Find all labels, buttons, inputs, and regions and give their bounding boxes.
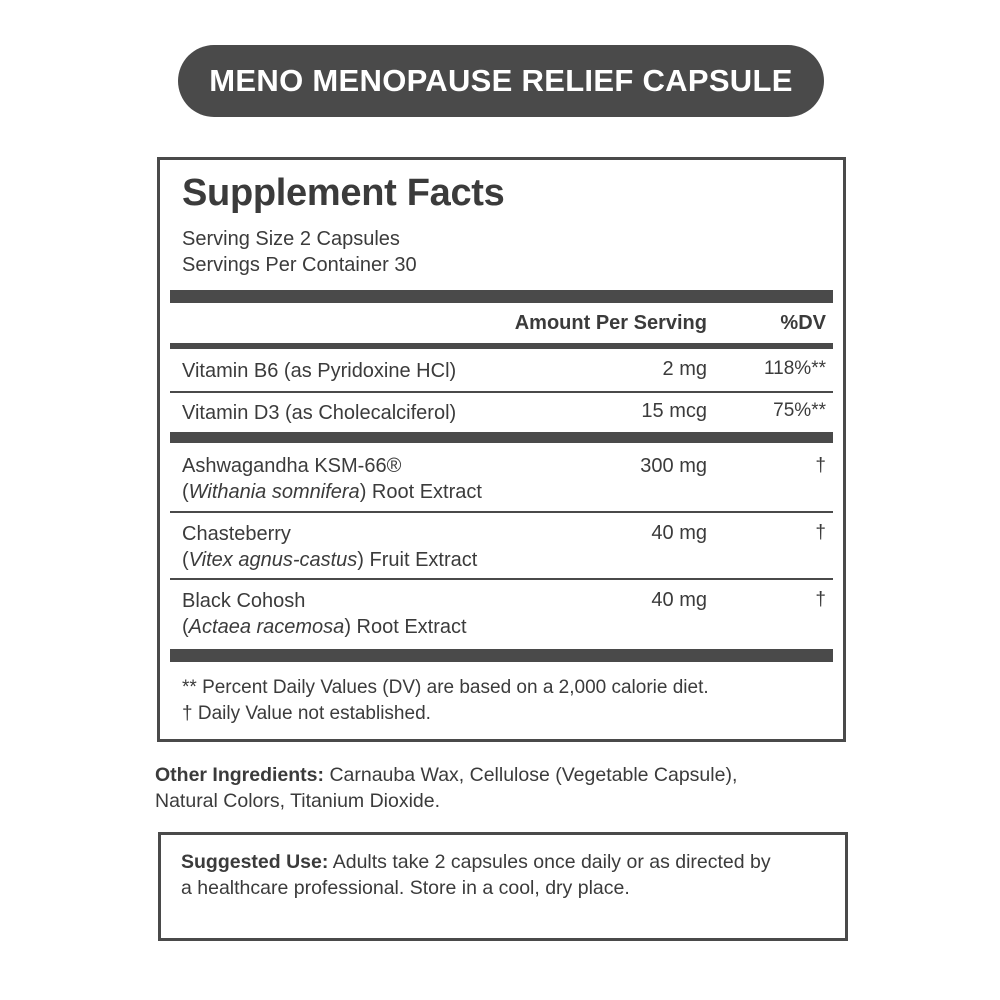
dv-header: %DV	[780, 312, 826, 334]
nutrient-dv: 75%**	[773, 400, 826, 421]
ingredient-latin-name: Vitex agnus-castus	[188, 549, 358, 571]
other-ingredients	[155, 762, 795, 814]
thick-divider	[170, 649, 833, 662]
ingredient-common-name: Black Cohosh	[182, 590, 306, 612]
ingredient-name: Ashwagandha KSM-66® (Withania somnifera) Root Extract	[182, 455, 482, 503]
supplement-facts-panel	[157, 157, 846, 742]
thick-divider	[170, 432, 833, 443]
footnote-dv: ** Percent Daily Values (DV) are based on a 2,000 calorie diet.	[182, 677, 709, 698]
amount-per-serving-header: Amount Per Serving	[514, 312, 707, 334]
nutrient-dv: 118%**	[764, 358, 826, 379]
footnote-dagger: † Daily Value not established.	[182, 703, 431, 724]
servings-per-container: Servings Per Container 30	[182, 254, 417, 276]
suggested-use-panel	[158, 832, 848, 941]
medium-divider	[170, 343, 833, 349]
product-title-banner	[178, 45, 824, 117]
nutrient-amount: 2 mg	[662, 358, 707, 380]
row-divider	[170, 578, 833, 580]
ingredient-name: Black Cohosh (Actaea racemosa) Root Extract	[182, 590, 467, 638]
ingredient-latin-name: Actaea racemosa	[188, 616, 345, 638]
ingredient-common-name: Chasteberry	[182, 523, 291, 545]
serving-size: Serving Size 2 Capsules	[182, 228, 400, 250]
ingredient-dv: †	[815, 455, 826, 476]
nutrient-name: Vitamin B6 (as Pyridoxine HCl)	[182, 360, 457, 382]
suggested-use-label: Suggested Use:	[181, 851, 329, 873]
suggested-use-text: Adults take 2 capsules once daily or as directed by a healthcare professional. Store in a cool, dry place.	[181, 851, 771, 899]
thick-divider	[170, 290, 833, 303]
ingredient-latin-name: Withania somnifera	[188, 481, 360, 503]
suggested-use	[181, 849, 781, 901]
ingredient-part: Root Extract	[366, 481, 482, 503]
facts-title: Supplement Facts	[182, 172, 505, 214]
nutrient-name: Vitamin D3 (as Cholecalciferol)	[182, 402, 457, 424]
ingredient-amount: 300 mg	[640, 455, 707, 477]
ingredient-dv: †	[815, 522, 826, 543]
ingredient-common-name: Ashwagandha KSM-66®	[182, 455, 402, 477]
ingredient-dv: †	[815, 589, 826, 610]
row-divider	[170, 511, 833, 513]
ingredient-part: Root Extract	[350, 616, 467, 638]
nutrient-amount: 15 mcg	[641, 400, 707, 422]
product-title: MENO MENOPAUSE RELIEF CAPSULE	[209, 63, 793, 98]
row-divider	[170, 391, 833, 393]
ingredient-amount: 40 mg	[651, 589, 707, 611]
ingredient-name: Chasteberry (Vitex agnus-castus) Fruit Extract	[182, 523, 478, 571]
other-ingredients-label: Other Ingredients:	[155, 764, 325, 786]
ingredient-part: Fruit Extract	[363, 549, 478, 571]
ingredient-amount: 40 mg	[651, 522, 707, 544]
other-ingredients-text: Carnauba Wax, Cellulose (Vegetable Capsule), Natural Colors, Titanium Dioxide.	[155, 764, 738, 812]
